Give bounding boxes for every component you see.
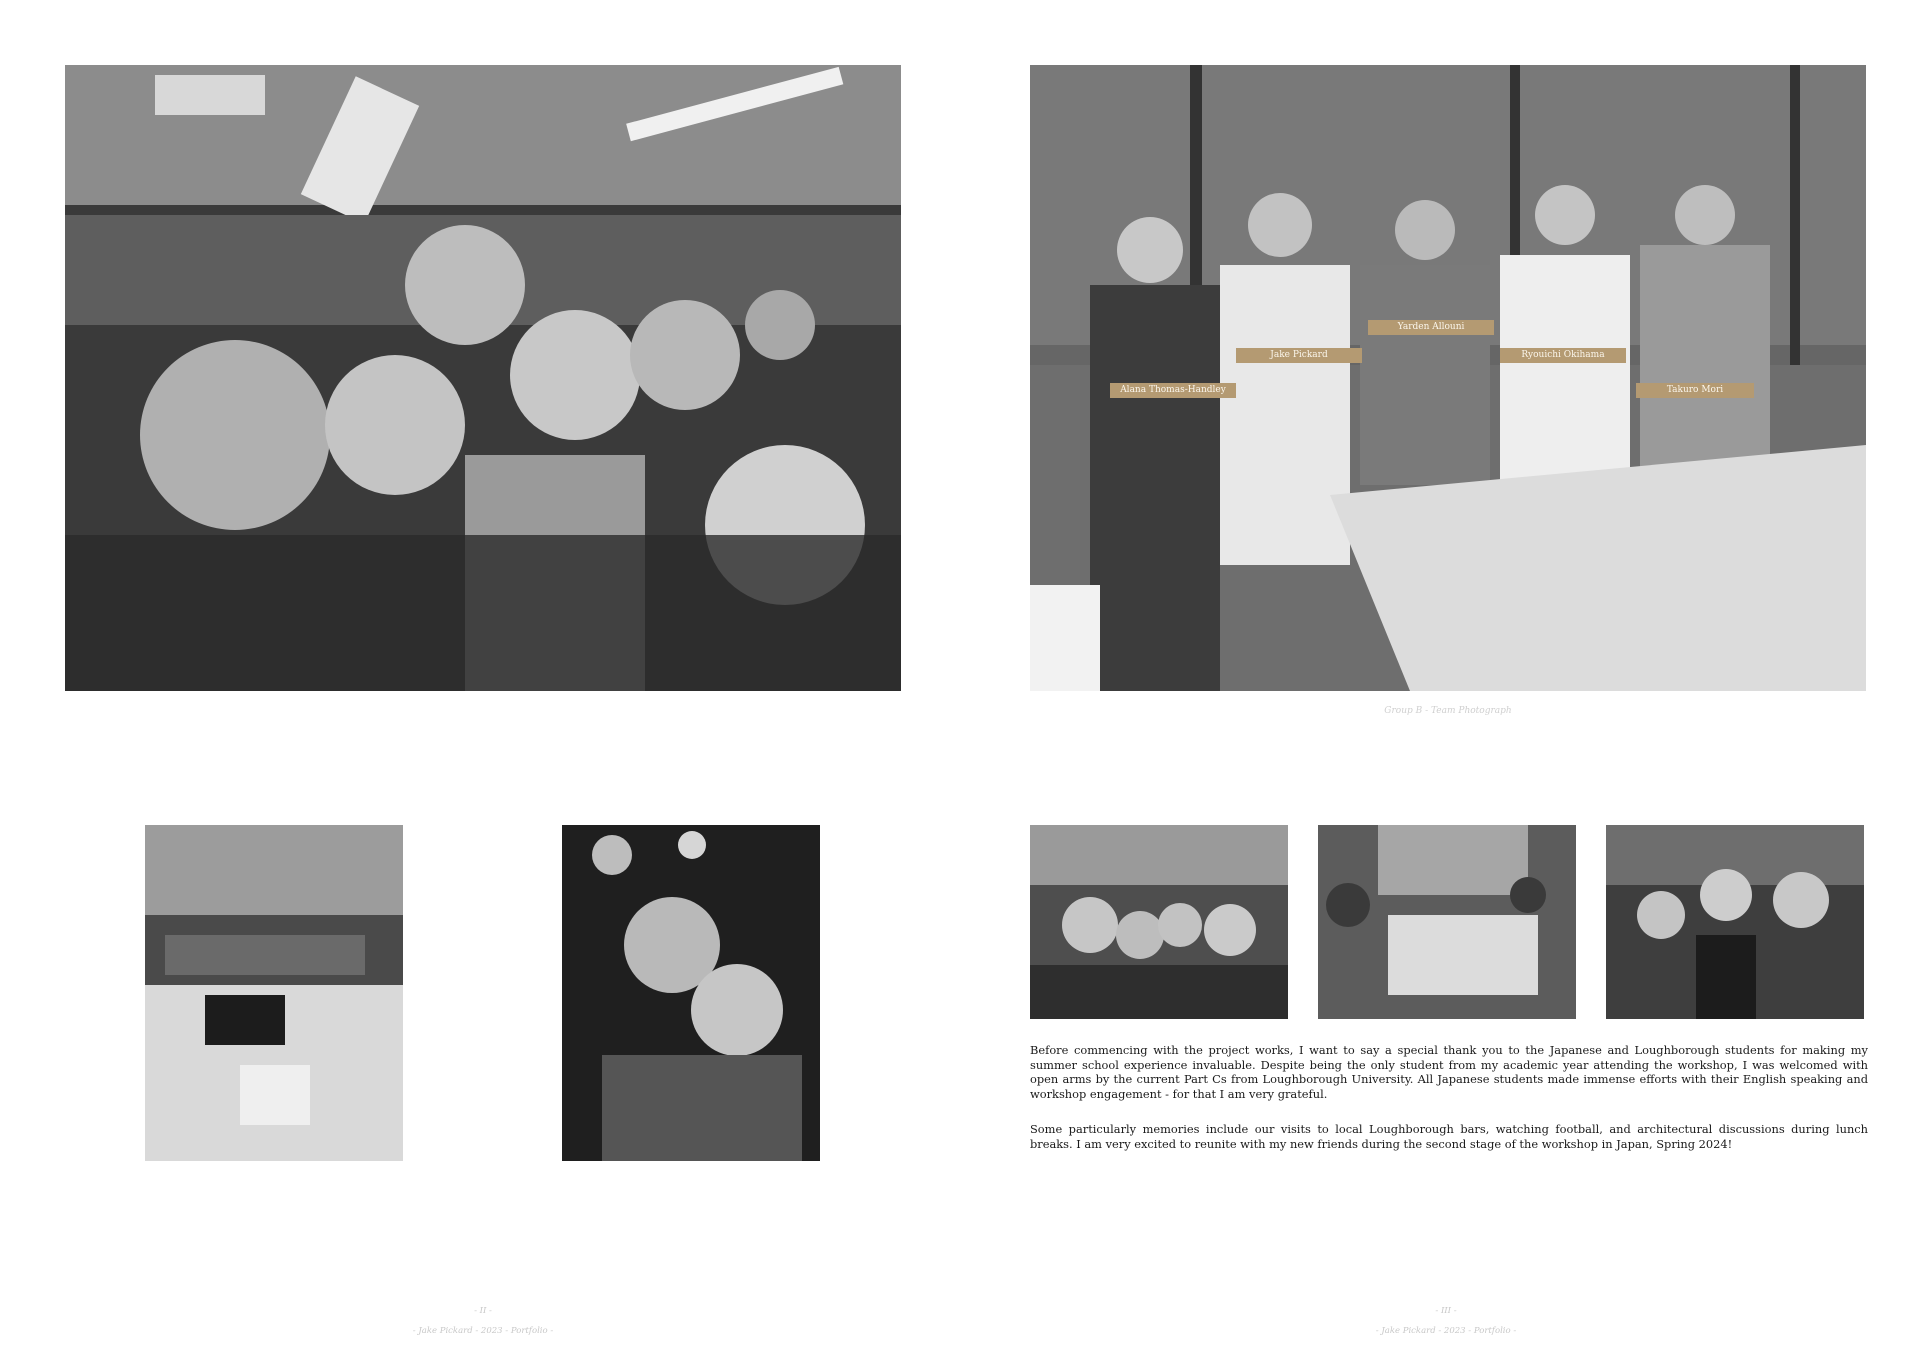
right-portfolio-footer: - Jake Pickard - 2023 - Portfolio - (1375, 1326, 1517, 1336)
name-tag-ryouichi: Ryouichi Okihama (1500, 348, 1626, 363)
studio-group-selfie-photo (1030, 825, 1288, 1019)
team-photo-caption: Group B - Team Photograph (1384, 706, 1512, 716)
team-photograph (1030, 65, 1866, 691)
name-tag-takuro: Takuro Mori (1636, 383, 1754, 398)
right-page-number: - III - (1435, 1306, 1457, 1316)
studio-workspace-photo (145, 825, 403, 1161)
bar-selfie-photo (1606, 825, 1864, 1019)
left-portfolio-footer: - Jake Pickard - 2023 - Portfolio - (412, 1326, 554, 1336)
name-tag-yarden: Yarden Allouni (1368, 320, 1494, 335)
memories-paragraph: Some particularly memories include our visits to local Loughborough bars, watching football, and architectural discussions during lunch breaks. I am very excited to reunite with my new friends during the second stage of the workshop in Japan, Spring 2024! (1030, 1122, 1868, 1151)
workshop-table-photo (1318, 825, 1576, 1019)
left-page-number: - II - (474, 1306, 492, 1316)
night-selfie-photo (562, 825, 820, 1161)
name-tag-jake: Jake Pickard (1236, 348, 1362, 363)
name-tag-alana: Alana Thomas-Handley (1110, 383, 1236, 398)
thank-you-paragraph: Before commencing with the project works, I want to say a special thank you to the Japanese and Loughborough students for making my summer school experience invaluable. Despite being the only student from my academic year attending the workshop, I was welcomed with open arms by the current Part Cs from Loughborough University. All Japanese students made immense efforts with their English speaking and workshop engagement - for that I am very grateful. (1030, 1043, 1868, 1101)
group-selfie-photo (65, 65, 901, 691)
